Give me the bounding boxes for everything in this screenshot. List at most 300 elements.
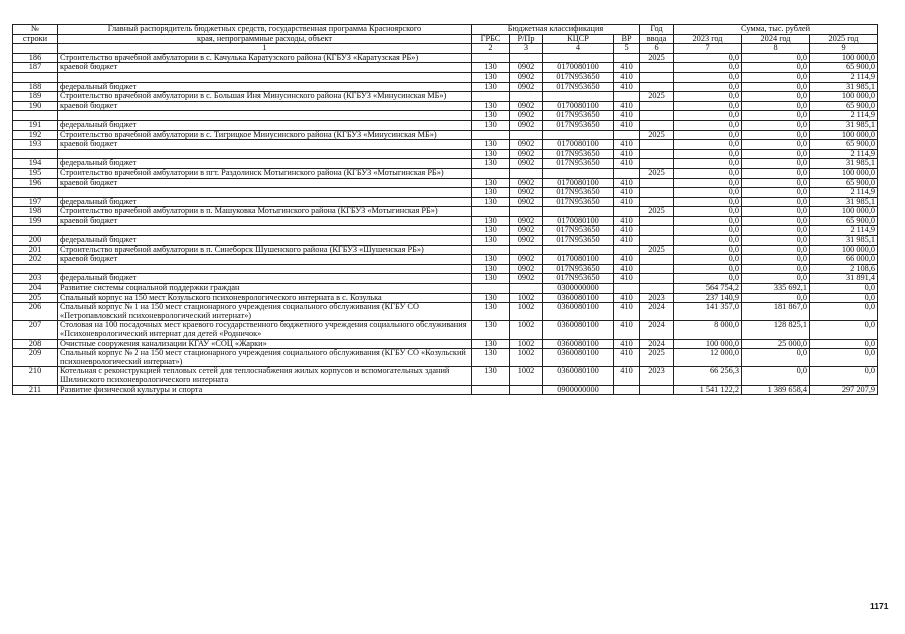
table-cell: 191 <box>13 120 58 130</box>
table-cell: 66 256,3 <box>674 367 742 385</box>
table-cell: 0,0 <box>674 111 742 121</box>
table-cell: 199 <box>13 216 58 226</box>
table-cell: 0,0 <box>810 303 878 321</box>
table-cell: 198 <box>13 207 58 217</box>
table-cell: 0,0 <box>674 140 742 150</box>
table-cell: 017N953650 <box>543 188 614 198</box>
table-cell: 2025 <box>640 53 674 63</box>
table-cell: 0,0 <box>742 140 810 150</box>
table-cell: 194 <box>13 159 58 169</box>
table-cell <box>543 245 614 255</box>
table-row <box>13 274 878 284</box>
table-cell: 0360080100 <box>543 349 614 367</box>
table-cell: 0,0 <box>810 293 878 303</box>
table-cell: 0902 <box>510 82 543 92</box>
table-cell: 0,0 <box>674 53 742 63</box>
table-cell: 0902 <box>510 178 543 188</box>
table-cell: 193 <box>13 140 58 150</box>
table-row <box>13 159 878 169</box>
table-cell: 31 985,1 <box>810 236 878 246</box>
table-cell: 181 867,0 <box>742 303 810 321</box>
table-cell: 0,0 <box>810 339 878 349</box>
table-row <box>13 53 878 63</box>
table-cell: 128 825,1 <box>742 321 810 339</box>
table-cell: 2023 <box>640 293 674 303</box>
table-cell: 190 <box>13 101 58 111</box>
table-row <box>13 284 878 294</box>
table-cell: 2 114,9 <box>810 226 878 236</box>
table-cell: 0170080100 <box>543 255 614 265</box>
table-cell: 0170080100 <box>543 216 614 226</box>
table-cell: 130 <box>472 178 510 188</box>
table-cell: 017N953650 <box>543 149 614 159</box>
table-row <box>13 188 878 198</box>
table-cell: 0902 <box>510 159 543 169</box>
table-cell: 31 891,4 <box>810 274 878 284</box>
table-cell: 65 900,0 <box>810 178 878 188</box>
table-cell: 0,0 <box>674 159 742 169</box>
table-cell: 410 <box>614 82 640 92</box>
table-cell: 0,0 <box>810 321 878 339</box>
table-cell: 0902 <box>510 216 543 226</box>
table-cell: 130 <box>472 321 510 339</box>
table-cell: 0170080100 <box>543 101 614 111</box>
table-cell: 202 <box>13 255 58 265</box>
table-cell <box>58 111 472 121</box>
table-cell: 130 <box>472 63 510 73</box>
table-cell: 410 <box>614 120 640 130</box>
table-cell: 201 <box>13 245 58 255</box>
table-cell: 1002 <box>510 339 543 349</box>
header-name: Главный распорядитель бюджетных средств, государственная программа Красноярского <box>58 25 472 35</box>
table-row <box>13 303 878 321</box>
table-cell: 2025 <box>640 130 674 140</box>
table-cell: 0,0 <box>674 178 742 188</box>
table-cell: 0,0 <box>674 82 742 92</box>
table-cell: 100 000,0 <box>810 92 878 102</box>
table-cell: 0,0 <box>742 236 810 246</box>
table-cell <box>640 284 674 294</box>
table-cell: 0902 <box>510 101 543 111</box>
header-vr: ВР <box>614 34 640 44</box>
table-cell: 564 754,2 <box>674 284 742 294</box>
table-cell: 188 <box>13 82 58 92</box>
budget-table <box>12 24 878 395</box>
table-row <box>13 140 878 150</box>
table-cell <box>13 264 58 274</box>
table-cell: 0902 <box>510 264 543 274</box>
table-row <box>13 264 878 274</box>
table-cell <box>614 53 640 63</box>
table-cell: 017N953650 <box>543 72 614 82</box>
table-cell: Строительство врачебной амбулатории в п. Машуковка Мотыгинского района (КГБУЗ «Мотыгинская РБ») <box>58 207 472 217</box>
table-cell: 66 000,0 <box>810 255 878 265</box>
table-cell: 410 <box>614 149 640 159</box>
table-cell: 0,0 <box>674 274 742 284</box>
table-cell: 0902 <box>510 197 543 207</box>
table-cell <box>614 245 640 255</box>
table-cell: 410 <box>614 72 640 82</box>
table-cell: Котельная с реконструкцией тепловых сетей для теплоснабжения жилых корпусов и вспомогательных зданий Шилинского психоневрологического интерната <box>58 367 472 385</box>
table-cell <box>510 284 543 294</box>
header-2024: 2024 год <box>742 34 810 44</box>
table-row <box>13 367 878 385</box>
table-cell: 0,0 <box>674 120 742 130</box>
table-cell: 0,0 <box>742 226 810 236</box>
table-cell: 31 985,1 <box>810 197 878 207</box>
header-col-index: 5 <box>614 44 640 54</box>
table-cell: 2024 <box>640 321 674 339</box>
table-cell: 0902 <box>510 111 543 121</box>
table-cell <box>510 53 543 63</box>
header-col-index: 9 <box>810 44 878 54</box>
table-cell <box>472 207 510 217</box>
table-cell: 1002 <box>510 303 543 321</box>
table-cell <box>472 245 510 255</box>
table-cell: 189 <box>13 92 58 102</box>
page-number: 1171 <box>870 601 889 611</box>
table-cell: 2 114,9 <box>810 188 878 198</box>
table-cell: 141 357,0 <box>674 303 742 321</box>
table-cell: 335 692,1 <box>742 284 810 294</box>
table-cell: 0,0 <box>674 245 742 255</box>
table-cell: 197 <box>13 197 58 207</box>
table-cell <box>640 159 674 169</box>
table-cell: 0902 <box>510 274 543 284</box>
table-cell: 017N953650 <box>543 226 614 236</box>
table-cell: 0,0 <box>674 207 742 217</box>
header-kcsr: КЦСР <box>543 34 614 44</box>
table-cell <box>58 149 472 159</box>
table-cell: 0,0 <box>674 149 742 159</box>
table-cell <box>13 111 58 121</box>
table-row <box>13 130 878 140</box>
table-cell <box>543 207 614 217</box>
table-cell: федеральный бюджет <box>58 120 472 130</box>
table-cell <box>543 53 614 63</box>
table-cell: 1002 <box>510 293 543 303</box>
table-cell <box>58 264 472 274</box>
table-cell: 0,0 <box>742 63 810 73</box>
table-cell: 195 <box>13 168 58 178</box>
table-cell: федеральный бюджет <box>58 236 472 246</box>
table-cell: 0,0 <box>674 72 742 82</box>
table-cell: 237 140,9 <box>674 293 742 303</box>
table-cell: 205 <box>13 293 58 303</box>
table-cell: 410 <box>614 197 640 207</box>
header-col-index: 3 <box>510 44 543 54</box>
table-cell: 410 <box>614 264 640 274</box>
table-cell: 100 000,0 <box>810 245 878 255</box>
table-cell: 410 <box>614 63 640 73</box>
table-cell: 196 <box>13 178 58 188</box>
table-cell <box>543 130 614 140</box>
table-cell <box>13 188 58 198</box>
header-year: Год <box>640 25 674 35</box>
table-cell <box>510 207 543 217</box>
table-cell <box>640 188 674 198</box>
table-row <box>13 321 878 339</box>
table-cell: 100 000,0 <box>674 339 742 349</box>
table-cell: 410 <box>614 178 640 188</box>
table-cell: 0900000000 <box>543 385 614 395</box>
table-cell <box>640 178 674 188</box>
table-cell: 0,0 <box>674 92 742 102</box>
table-cell: 0902 <box>510 226 543 236</box>
table-cell: 0,0 <box>674 63 742 73</box>
table-cell: Спальный корпус № 2 на 150 мест стационарного учреждения социального обслуживания (КГБУ СО «Козульский психоневрологический интернат») <box>58 349 472 367</box>
table-row <box>13 207 878 217</box>
table-row <box>13 349 878 367</box>
table-cell: 130 <box>472 293 510 303</box>
table-cell: 2025 <box>640 92 674 102</box>
table-cell: 203 <box>13 274 58 284</box>
table-cell: Строительство врачебной амбулатории в с. Большая Иня Минусинского района (КГБУЗ «Минусинская МБ») <box>58 92 472 102</box>
table-cell: 130 <box>472 140 510 150</box>
table-cell: 017N953650 <box>543 159 614 169</box>
table-cell: 410 <box>614 236 640 246</box>
table-cell: 0,0 <box>742 53 810 63</box>
table-row <box>13 92 878 102</box>
table-cell: 210 <box>13 367 58 385</box>
table-cell <box>510 385 543 395</box>
document-page <box>12 24 878 395</box>
table-cell: 2025 <box>640 168 674 178</box>
table-cell <box>640 226 674 236</box>
table-cell: 0,0 <box>742 274 810 284</box>
table-cell <box>472 92 510 102</box>
table-cell: 130 <box>472 101 510 111</box>
table-cell: краевой бюджет <box>58 101 472 111</box>
table-cell: 211 <box>13 385 58 395</box>
table-cell <box>640 216 674 226</box>
table-cell <box>58 188 472 198</box>
table-cell <box>614 168 640 178</box>
table-cell: 410 <box>614 226 640 236</box>
table-cell: 0,0 <box>742 293 810 303</box>
table-cell <box>640 140 674 150</box>
header-row-number: № <box>13 25 58 35</box>
table-cell: Развитие физической культуры и спорта <box>58 385 472 395</box>
table-cell: Спальный корпус № 1 на 150 мест стационарного учреждения социального обслуживания (КГБУ СО «Петропавловский психоневрологический интернат») <box>58 303 472 321</box>
table-cell: Строительство врачебной амбулатории в с. Качулька Каратузского района (КГБУЗ «Каратузская РБ») <box>58 53 472 63</box>
table-row <box>13 120 878 130</box>
table-cell: 0,0 <box>742 264 810 274</box>
header-col-index: 7 <box>674 44 742 54</box>
table-cell: 0,0 <box>742 178 810 188</box>
table-cell: 65 900,0 <box>810 140 878 150</box>
table-cell: 25 000,0 <box>742 339 810 349</box>
table-row <box>13 255 878 265</box>
table-cell: 0,0 <box>674 255 742 265</box>
table-cell: 130 <box>472 349 510 367</box>
table-cell <box>510 245 543 255</box>
table-cell: 017N953650 <box>543 264 614 274</box>
header-col-index <box>13 44 58 54</box>
table-cell: федеральный бюджет <box>58 197 472 207</box>
table-cell: 2025 <box>640 245 674 255</box>
table-cell: 2023 <box>640 367 674 385</box>
table-cell: 410 <box>614 111 640 121</box>
table-cell: 0902 <box>510 63 543 73</box>
table-cell: 1 541 122,2 <box>674 385 742 395</box>
table-cell: 297 207,9 <box>810 385 878 395</box>
table-cell: 0,0 <box>742 82 810 92</box>
table-cell: 0902 <box>510 140 543 150</box>
header-col-index: 8 <box>742 44 810 54</box>
table-cell: 0170080100 <box>543 178 614 188</box>
table-cell: 192 <box>13 130 58 140</box>
table-row <box>13 168 878 178</box>
table-row <box>13 293 878 303</box>
table-cell: Развитие системы социальной поддержки граждан <box>58 284 472 294</box>
table-row <box>13 216 878 226</box>
table-cell <box>640 274 674 284</box>
table-cell: 0170080100 <box>543 140 614 150</box>
table-cell: 0902 <box>510 255 543 265</box>
table-cell: 017N953650 <box>543 111 614 121</box>
table-cell: 1002 <box>510 321 543 339</box>
table-cell: 31 985,1 <box>810 159 878 169</box>
table-cell: 0360080100 <box>543 321 614 339</box>
table-row <box>13 149 878 159</box>
table-cell: 130 <box>472 82 510 92</box>
table-cell <box>614 92 640 102</box>
table-cell: 017N953650 <box>543 197 614 207</box>
table-cell: 410 <box>614 339 640 349</box>
table-row <box>13 226 878 236</box>
table-cell <box>640 197 674 207</box>
table-cell: 130 <box>472 111 510 121</box>
table-cell: 31 985,1 <box>810 82 878 92</box>
table-cell: 0,0 <box>742 92 810 102</box>
table-cell <box>614 385 640 395</box>
table-cell: 0902 <box>510 149 543 159</box>
table-row <box>13 178 878 188</box>
table-cell: 0,0 <box>742 149 810 159</box>
table-row <box>13 72 878 82</box>
table-row <box>13 101 878 111</box>
table-cell: 0,0 <box>674 216 742 226</box>
table-cell: 0360080100 <box>543 339 614 349</box>
table-cell: 410 <box>614 321 640 339</box>
table-cell <box>472 130 510 140</box>
table-cell: 130 <box>472 339 510 349</box>
table-cell: Столовая на 100 посадочных мест краевого государственного бюджетного учреждения социального обслуживания «Психоневрологический интернат для детей «Родничок» <box>58 321 472 339</box>
table-cell: 410 <box>614 274 640 284</box>
table-cell <box>58 72 472 82</box>
table-cell: 0,0 <box>742 111 810 121</box>
header-year-2: ввода <box>640 34 674 44</box>
table-cell: 0,0 <box>742 216 810 226</box>
table-cell <box>472 168 510 178</box>
table-cell: 31 985,1 <box>810 120 878 130</box>
table-cell: 2 114,9 <box>810 72 878 82</box>
header-grbs: ГРБС <box>472 34 510 44</box>
table-cell: 0,0 <box>674 264 742 274</box>
table-cell: 130 <box>472 216 510 226</box>
table-cell: 2025 <box>640 349 674 367</box>
table-cell: 0,0 <box>810 367 878 385</box>
table-cell: 187 <box>13 63 58 73</box>
table-cell: 130 <box>472 274 510 284</box>
table-cell: 410 <box>614 140 640 150</box>
table-cell: 200 <box>13 236 58 246</box>
table-cell: 0,0 <box>674 168 742 178</box>
table-cell: 204 <box>13 284 58 294</box>
table-row <box>13 236 878 246</box>
header-budget-classification: Бюджетная классификация <box>472 25 640 35</box>
table-cell: краевой бюджет <box>58 216 472 226</box>
table-cell: 130 <box>472 226 510 236</box>
table-cell: 0360080100 <box>543 303 614 321</box>
table-cell: краевой бюджет <box>58 63 472 73</box>
table-row <box>13 385 878 395</box>
table-row <box>13 339 878 349</box>
table-cell: 410 <box>614 303 640 321</box>
table-cell: 0902 <box>510 236 543 246</box>
table-cell: 0,0 <box>810 284 878 294</box>
table-cell: 0902 <box>510 72 543 82</box>
table-cell: 130 <box>472 120 510 130</box>
table-cell: 0,0 <box>742 159 810 169</box>
table-cell <box>640 385 674 395</box>
table-cell: 0300000000 <box>543 284 614 294</box>
table-cell: 0,0 <box>742 245 810 255</box>
table-header <box>13 25 878 54</box>
table-cell <box>472 385 510 395</box>
table-cell <box>640 236 674 246</box>
table-cell: краевой бюджет <box>58 178 472 188</box>
table-cell: 0,0 <box>674 188 742 198</box>
table-cell: 2 114,9 <box>810 111 878 121</box>
table-cell: краевой бюджет <box>58 255 472 265</box>
table-cell <box>640 72 674 82</box>
table-cell: 0,0 <box>742 101 810 111</box>
header-sum: Сумма, тыс. рублей <box>674 25 878 35</box>
header-rzpr: Р/Пр <box>510 34 543 44</box>
table-cell: 410 <box>614 255 640 265</box>
table-cell: 100 000,0 <box>810 53 878 63</box>
header-name-2: края, непрограммные расходы, объект <box>58 34 472 44</box>
table-row <box>13 245 878 255</box>
table-cell: 410 <box>614 349 640 367</box>
table-cell: 130 <box>472 197 510 207</box>
table-cell: 12 000,0 <box>674 349 742 367</box>
table-cell: 130 <box>472 303 510 321</box>
table-cell: 2 114,9 <box>810 149 878 159</box>
table-cell <box>510 130 543 140</box>
table-cell <box>640 63 674 73</box>
table-cell: 130 <box>472 188 510 198</box>
table-cell: 65 900,0 <box>810 63 878 73</box>
table-cell <box>640 255 674 265</box>
table-cell: 0,0 <box>742 207 810 217</box>
header-col-index: 1 <box>58 44 472 54</box>
table-cell: 0,0 <box>810 349 878 367</box>
table-cell: 130 <box>472 255 510 265</box>
table-cell: 208 <box>13 339 58 349</box>
table-cell: 100 000,0 <box>810 207 878 217</box>
table-cell <box>543 92 614 102</box>
table-cell: Спальный корпус на 150 мест Козульского психоневрологического интерната в с. Козулька <box>58 293 472 303</box>
table-cell <box>472 53 510 63</box>
table-cell: 0,0 <box>742 130 810 140</box>
table-cell <box>510 92 543 102</box>
table-cell <box>614 207 640 217</box>
table-cell: 0,0 <box>674 101 742 111</box>
table-cell: 017N953650 <box>543 274 614 284</box>
